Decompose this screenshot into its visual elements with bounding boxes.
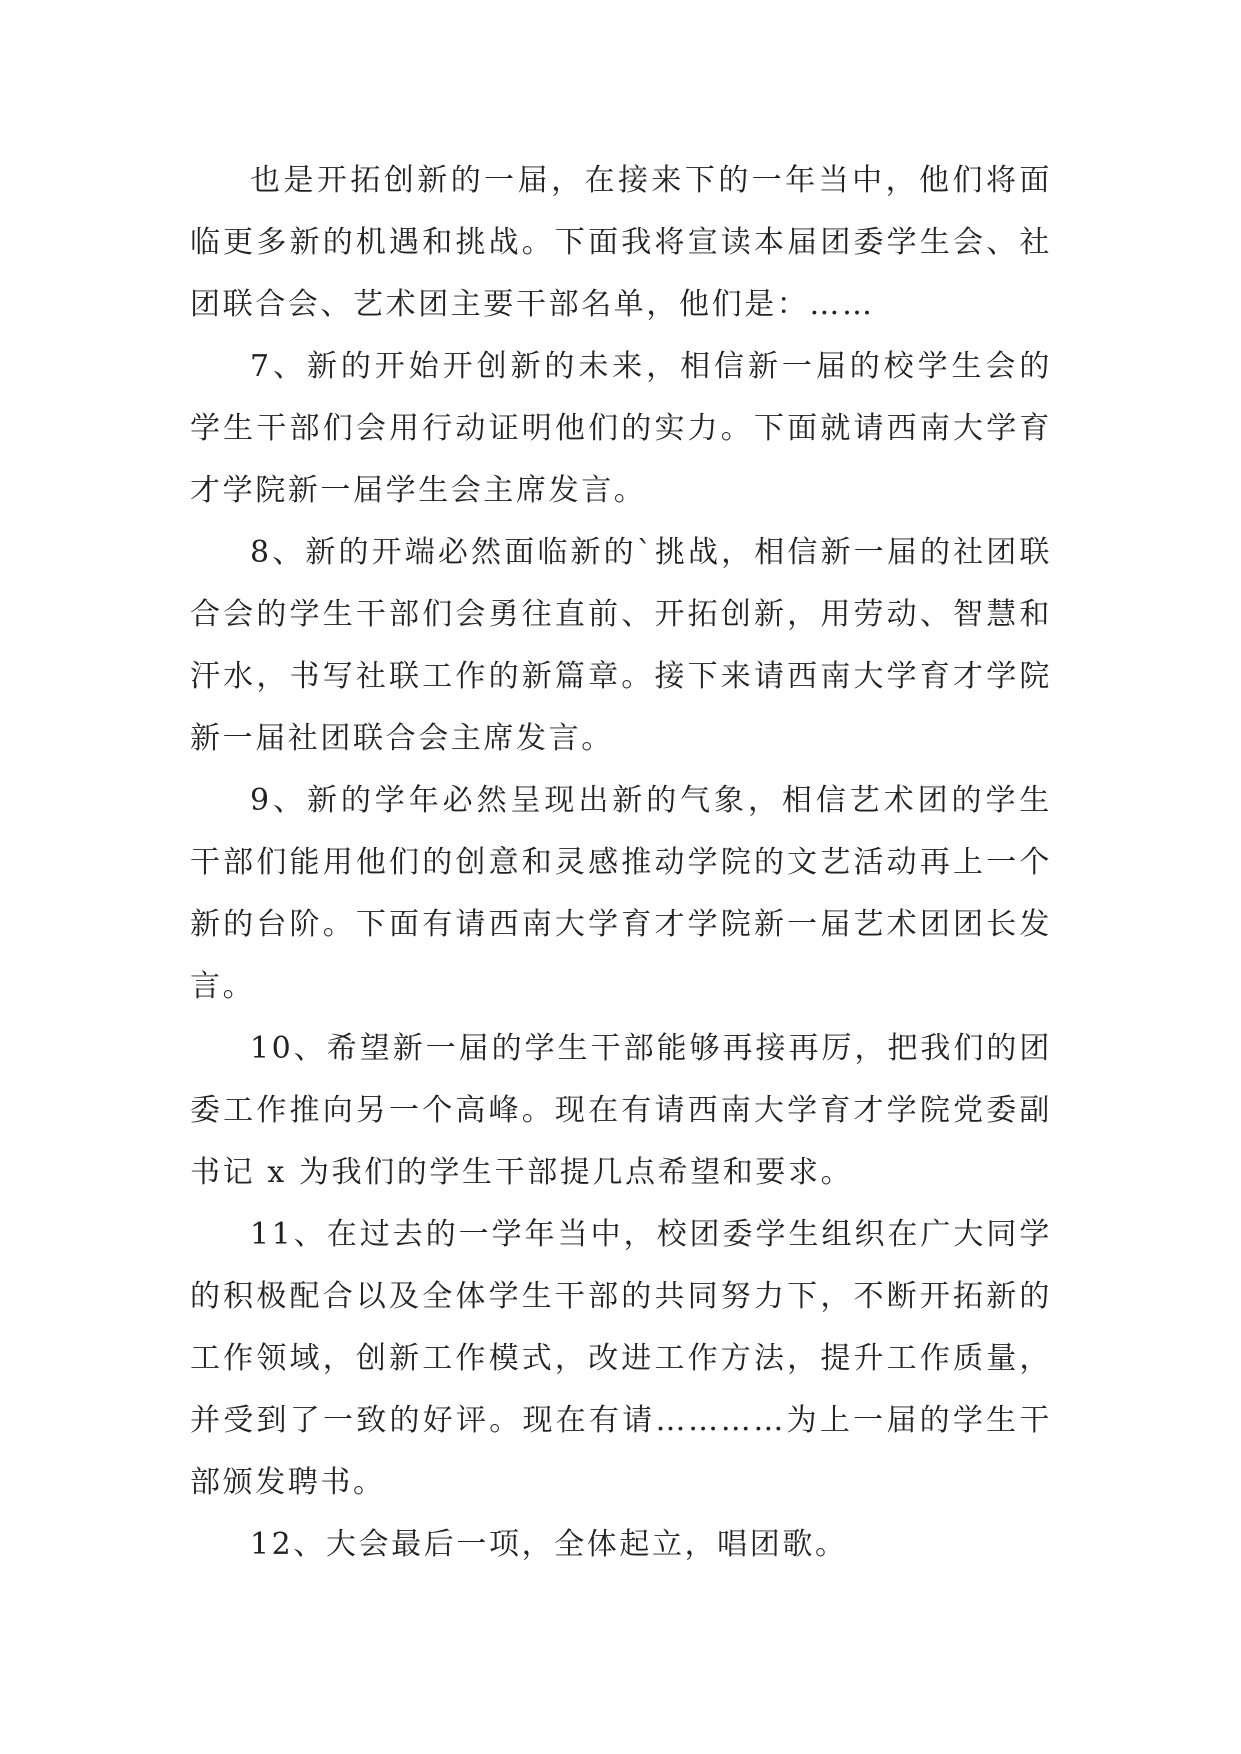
paragraph-item-11: 11、在过去的一学年当中，校团委学生组织在广大同学的积极配合以及全体学生干部的共同努力下，不断开拓新的工作领域，创新工作模式，改进工作方法，提升工作质量，并受到了一致的好评。现在有请…………为上一届的学生干部颁发聘书。 <box>190 1217 1052 1500</box>
document-body <box>190 150 1052 1576</box>
paragraph-continuation: 也是开拓创新的一届，在接来下的一年当中，他们将面临更多新的机遇和挑战。下面我将宣读本届团委学生会、社团联合会、艺术团主要干部名单，他们是：…… <box>190 163 1052 322</box>
paragraph-item-10: 10、希望新一届的学生干部能够再接再厉，把我们的团委工作推向另一个高峰。现在有请西南大学育才学院党委副书记 x 为我们的学生干部提几点希望和要求。 <box>190 1031 1052 1190</box>
paragraph-item-9: 9、新的学年必然呈现出新的气象，相信艺术团的学生干部们能用他们的创意和灵感推动学院的文艺活动再上一个新的台阶。下面有请西南大学育才学院新一届艺术团团长发言。 <box>190 783 1052 1004</box>
paragraph-item-8: 8、新的开端必然面临新的`挑战，相信新一届的社团联合会的学生干部们会勇往直前、开拓创新，用劳动、智慧和汗水，书写社联工作的新篇章。接下来请西南大学育才学院新一届社团联合会主席发言。 <box>190 535 1052 756</box>
paragraph-item-12: 12、大会最后一项，全体起立，唱团歌。 <box>250 1527 848 1562</box>
paragraph-item-7: 7、新的开始开创新的未来，相信新一届的校学生会的学生干部们会用行动证明他们的实力。下面就请西南大学育才学院新一届学生会主席发言。 <box>190 349 1052 508</box>
